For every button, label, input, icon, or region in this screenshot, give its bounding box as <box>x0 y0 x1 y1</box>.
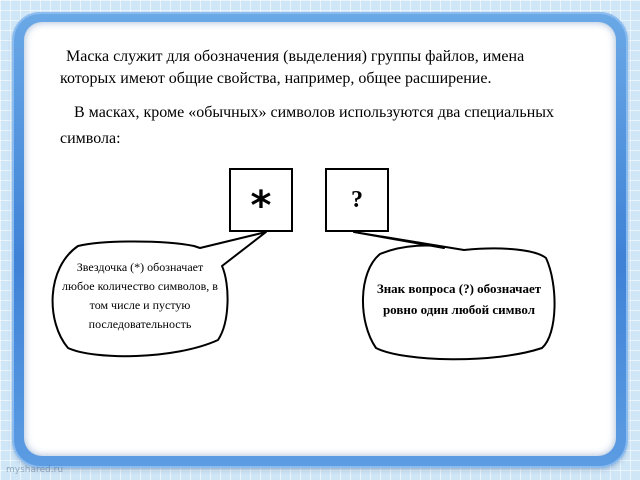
special-symbols-intro-text: В масках, кроме «обычных» символов используются два специальных символа: <box>60 104 555 147</box>
slide-content <box>24 22 616 456</box>
mask-definition-text: Маска служит для обозначения (выделения) группы файлов, имена которых имеют общие свойства, например, общее расширение. <box>60 48 525 87</box>
asterisk-description-text: Звездочка (*) обозначает любое количество символов, в том числе и пустую последовательность <box>62 260 218 331</box>
callout-bubbles <box>24 22 616 456</box>
watermark: myshared.ru <box>6 465 64 475</box>
question-mark-description-text: Знак вопроса (?) обозначает ровно один любой символ <box>376 281 542 317</box>
asterisk-symbol-box: * <box>229 168 293 232</box>
question-mark-symbol-box: ? <box>325 168 389 232</box>
